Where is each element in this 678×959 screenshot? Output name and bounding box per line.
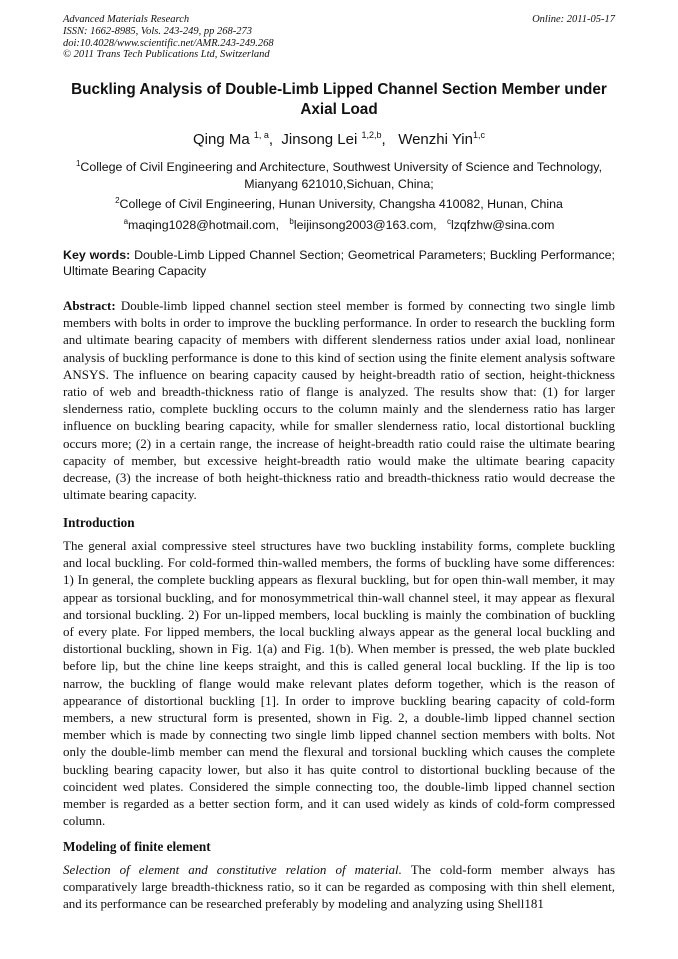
introduction-text: The general axial compressive steel structures have two buckling instability forms, complete buckling and local buckling. For cold-formed thin-walled members, the forms of buckling have some differences: 1) In general, the complete buckling appears as flexural buckling, but for open thin-wall member, it may appear as torsional buckling, and for monosymmetrical thin-wall channel steel, it may appear as flexural and torsional buckling. 2) For un-lipped members, local buckling is mainly the combination of buckling of every plate. For lipped members, the local buckling always appear as the general local buckling and distortional buckling, shown in Fig. 1(a) and Fig. 1(b). When member is pressed, the web plate buckled before lip, but the chine line keeps straight, and this is called general local buckling. If the lip is too narrow, the buckling of flange would make relevant plates deform together, which is the reason of appearance of distortional buckling [1]. In order to improve buckling bearing capacity of cold-form members, a new structural form is presented, shown in Fig. 2, a double-limb lipped channel section member which is made by connecting two single limb lipped channel section members with bolts. Not only the double-limb member can mend the flexural and torsional buckling which causes the complete buckling bearing capacity lower, but also it has quite control to distortional buckling because of the coincident wed plates. Considered the simple connecting too, the double-limb lipped channel section member is regarded as a better section form, and it can used widely as kinds of cold-form compressed column. bbox=[63, 538, 615, 829]
abstract-label: Abstract: bbox=[63, 298, 116, 313]
issn: ISSN: 1662-8985, Vols. 243-249, pp 268-273 bbox=[63, 25, 252, 37]
journal-name: Advanced Materials Research bbox=[63, 14, 190, 25]
author-affil-mark: 1,c bbox=[472, 130, 485, 140]
author-name: Jinsong Lei bbox=[281, 131, 358, 148]
affiliation-2 bbox=[63, 192, 615, 213]
online-date: Online: 2011-05-17 bbox=[532, 14, 615, 25]
section-heading-introduction: Introduction bbox=[63, 515, 135, 530]
affiliation-mark: 2 bbox=[115, 196, 120, 205]
affiliation-mark: 1 bbox=[75, 159, 81, 168]
affiliation-text: College of Civil Engineering and Architecture, Southwest University of Science and Technology, Mianyang 621010,Sichuan, China; bbox=[80, 160, 603, 192]
email-mark: a bbox=[123, 217, 129, 226]
journal-info bbox=[63, 14, 274, 61]
author-name: Qing Ma bbox=[193, 131, 250, 148]
copyright: © 2011 Trans Tech Publications Ltd, Switzerland bbox=[63, 49, 270, 61]
affiliation-1 bbox=[63, 155, 615, 193]
keywords-label: Key words: bbox=[63, 248, 131, 262]
abstract-text: Double-limb lipped channel section steel member is formed by connecting two single limb members with bolts in order to improve the buckling performance. In order to research the buckling form and ultimate bearing capacity of members with different slenderness ratios under axial load, nonlinear analysis of buckling performance is done to this kind of section using the finite element analysis software ANSYS. The influence on bearing capacity caused by height-breadth ratio of section, height-thickness ratio of web and breadth-thickness ratio of flange is analyzed. The results show that: (1) for larger slenderness ratio, complete buckling occurs to the column mainly and the slenderness ratio has larger influence on buckling bearing capacity, while for smaller slenderness ratio, local distortional buckling occurs more; (2) in a certain range, the increase of height-breadth ratio could raise the ultimate bearing capacity of member, but excessive height-breadth ratio would make the ultimate bearing capacity decrease, (3) the increase of both height-thickness ratio and breadth-thickness ratio would decrease the ultimate bearing capacity. bbox=[63, 298, 616, 503]
modeling-subheading: Selection of element and constitutive relation of material. bbox=[63, 862, 402, 877]
email-address: maqing1028@hotmail.com, bbox=[128, 218, 280, 233]
keywords-text: Double-Limb Lipped Channel Section; Geometrical Parameters; Buckling Performance; Ultimate Bearing Capacity bbox=[63, 248, 615, 278]
section-heading-modeling: Modeling of finite element bbox=[63, 839, 211, 854]
abstract bbox=[63, 297, 615, 503]
modeling-paragraph: The cold-form member always has comparatively large breadth-thickness ratio, so it can be regarded as composing with thin shell element, and its performance can be researched preferably by modeling and analyzing using Shell181 bbox=[63, 862, 615, 912]
author-affil-mark: 1, a bbox=[253, 130, 269, 140]
author-name: Wenzhi Yin bbox=[398, 131, 473, 148]
affiliation-text: College of Civil Engineering, Hunan University, Changsha 410082, Hunan, China bbox=[119, 197, 563, 212]
email-address: lzqfzhw@sina.com bbox=[450, 218, 555, 233]
email-address: leijinsong2003@163.com, bbox=[293, 218, 437, 233]
author-affil-mark: 1,2,b bbox=[361, 130, 382, 140]
publication-header bbox=[63, 14, 623, 61]
email-list bbox=[63, 213, 615, 234]
email-mark: b bbox=[289, 217, 294, 226]
paper-title: Buckling Analysis of Double-Limb Lipped Channel Section Member under Axial Load bbox=[71, 81, 607, 118]
doi: doi:10.4028/www.scientific.net/AMR.243-249.268 bbox=[63, 37, 274, 49]
author-list: Qing Ma $^{1, a}$, Jinsong Lei $^{1,2,b}$, Wenzhi Yin$^{1,c}$ bbox=[193, 130, 485, 148]
email-mark: c bbox=[446, 217, 451, 226]
keywords bbox=[63, 248, 615, 279]
modeling-text bbox=[63, 861, 615, 913]
